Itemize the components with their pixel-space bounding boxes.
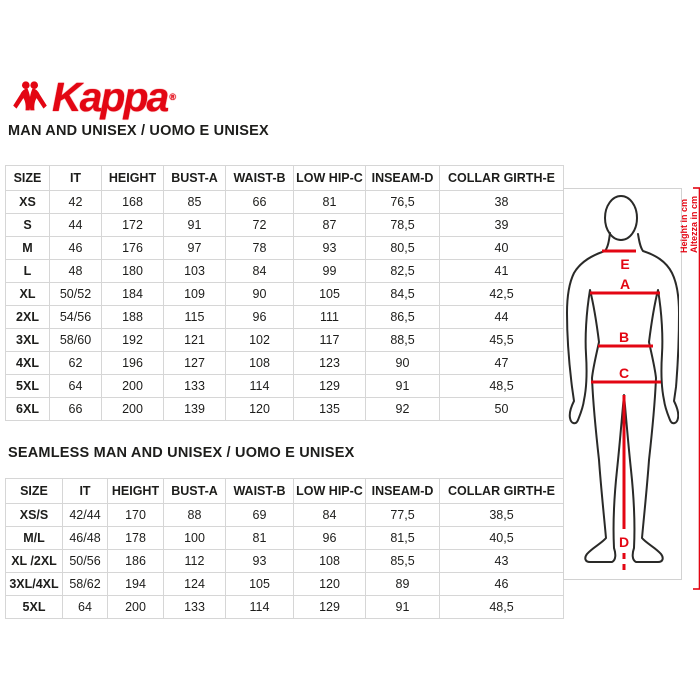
- bust-label: A: [619, 276, 631, 292]
- column-header: HEIGHT: [102, 166, 164, 191]
- measurement-cell: 66: [226, 191, 294, 214]
- size-cell: XL: [6, 283, 50, 306]
- size-cell: 4XL: [6, 352, 50, 375]
- table-header-row: [6, 166, 564, 191]
- table-row: [6, 596, 564, 619]
- measurement-cell: 100: [164, 527, 226, 550]
- measurement-cell: 93: [226, 550, 294, 573]
- measurement-cell: 97: [164, 237, 226, 260]
- measurement-cell: 117: [294, 329, 366, 352]
- column-header: SIZE: [6, 479, 63, 504]
- measurement-cell: 42/44: [63, 504, 108, 527]
- section-title-man-unisex: MAN AND UNISEX / UOMO E UNISEX: [8, 123, 269, 139]
- table-row: [6, 352, 564, 375]
- measurement-cell: 90: [226, 283, 294, 306]
- measurement-cell: 108: [294, 550, 366, 573]
- measurement-cell: 44: [440, 306, 564, 329]
- table-row: [6, 329, 564, 352]
- measurement-cell: 135: [294, 398, 366, 421]
- body-measurement-diagram: [563, 188, 682, 580]
- measurement-cell: 84: [294, 504, 366, 527]
- measurement-cell: 81: [294, 191, 366, 214]
- measurement-cell: 85: [164, 191, 226, 214]
- measurement-cell: 48,5: [440, 596, 564, 619]
- measurement-cell: 91: [164, 214, 226, 237]
- body-outline-figure: [564, 189, 679, 577]
- size-cell: 3XL: [6, 329, 50, 352]
- measurement-cell: 184: [102, 283, 164, 306]
- measurement-cell: 58/62: [63, 573, 108, 596]
- measurement-cell: 200: [102, 398, 164, 421]
- measurement-cell: 43: [440, 550, 564, 573]
- measurement-cell: 46: [50, 237, 102, 260]
- height-label-it: Altezza in cm: [689, 195, 699, 253]
- kappa-logo: [12, 72, 174, 120]
- table-row: [6, 573, 564, 596]
- table-row: [6, 375, 564, 398]
- measurement-cell: 81: [226, 527, 294, 550]
- measurement-cell: 86,5: [366, 306, 440, 329]
- table-row: [6, 398, 564, 421]
- measurement-cell: 93: [294, 237, 366, 260]
- measurement-cell: 112: [164, 550, 226, 573]
- table-row: [6, 260, 564, 283]
- measurement-cell: 96: [294, 527, 366, 550]
- size-cell: 2XL: [6, 306, 50, 329]
- size-cell: XL /2XL: [6, 550, 63, 573]
- measurement-cell: 115: [164, 306, 226, 329]
- size-cell: 3XL/4XL: [6, 573, 63, 596]
- measurement-cell: 82,5: [366, 260, 440, 283]
- measurement-cell: 123: [294, 352, 366, 375]
- section-title-seamless: SEAMLESS MAN AND UNISEX / UOMO E UNISEX: [8, 445, 355, 461]
- table-row: [6, 283, 564, 306]
- column-header: WAIST-B: [226, 166, 294, 191]
- measurement-cell: 48,5: [440, 375, 564, 398]
- collar-label: E: [620, 256, 630, 272]
- column-header: LOW HIP-C: [294, 166, 366, 191]
- measurement-cell: 133: [164, 375, 226, 398]
- table-header-row: [6, 479, 564, 504]
- size-table-man-unisex: [5, 165, 564, 421]
- measurement-cell: 88: [164, 504, 226, 527]
- hip-label: C: [618, 365, 630, 381]
- measurement-cell: 84: [226, 260, 294, 283]
- measurement-cell: 124: [164, 573, 226, 596]
- measurement-cell: 81,5: [366, 527, 440, 550]
- column-header: IT: [50, 166, 102, 191]
- size-cell: M: [6, 237, 50, 260]
- measurement-cell: 114: [226, 596, 294, 619]
- table-row: [6, 191, 564, 214]
- measurement-cell: 102: [226, 329, 294, 352]
- measurement-cell: 91: [366, 596, 440, 619]
- size-cell: XS/S: [6, 504, 63, 527]
- measurement-cell: 176: [102, 237, 164, 260]
- measurement-cell: 192: [102, 329, 164, 352]
- measurement-cell: 129: [294, 375, 366, 398]
- column-header: INSEAM-D: [366, 166, 440, 191]
- measurement-cell: 76,5: [366, 191, 440, 214]
- size-cell: 5XL: [6, 375, 50, 398]
- waist-label: B: [618, 329, 630, 345]
- measurement-cell: 38,5: [440, 504, 564, 527]
- measurement-cell: 90: [366, 352, 440, 375]
- measurement-cell: 180: [102, 260, 164, 283]
- measurement-cell: 196: [102, 352, 164, 375]
- measurement-cell: 200: [108, 596, 164, 619]
- column-header: IT: [63, 479, 108, 504]
- measurement-cell: 170: [108, 504, 164, 527]
- size-cell: L: [6, 260, 50, 283]
- measurement-cell: 96: [226, 306, 294, 329]
- measurement-cell: 188: [102, 306, 164, 329]
- measurement-cell: 50/56: [63, 550, 108, 573]
- measurement-cell: 78: [226, 237, 294, 260]
- measurement-cell: 46: [440, 573, 564, 596]
- column-header: LOW HIP-C: [294, 479, 366, 504]
- measurement-cell: 45,5: [440, 329, 564, 352]
- measurement-cell: 178: [108, 527, 164, 550]
- measurement-cell: 50/52: [50, 283, 102, 306]
- kappa-omini-icon: [12, 80, 48, 112]
- measurement-cell: 40: [440, 237, 564, 260]
- measurement-cell: 105: [226, 573, 294, 596]
- measurement-cell: 91: [366, 375, 440, 398]
- measurement-cell: 50: [440, 398, 564, 421]
- measurement-cell: 127: [164, 352, 226, 375]
- measurement-cell: 89: [366, 573, 440, 596]
- measurement-cell: 77,5: [366, 504, 440, 527]
- measurement-cell: 62: [50, 352, 102, 375]
- measurement-cell: 168: [102, 191, 164, 214]
- column-header: HEIGHT: [108, 479, 164, 504]
- measurement-cell: 64: [63, 596, 108, 619]
- measurement-cell: 139: [164, 398, 226, 421]
- measurement-cell: 114: [226, 375, 294, 398]
- measurement-cell: 78,5: [366, 214, 440, 237]
- measurement-cell: 47: [440, 352, 564, 375]
- size-cell: XS: [6, 191, 50, 214]
- measurement-cell: 48: [50, 260, 102, 283]
- measurement-cell: 44: [50, 214, 102, 237]
- measurement-cell: 194: [108, 573, 164, 596]
- measurement-cell: 64: [50, 375, 102, 398]
- measurement-cell: 72: [226, 214, 294, 237]
- table-row: [6, 504, 564, 527]
- size-cell: 6XL: [6, 398, 50, 421]
- measurement-cell: 39: [440, 214, 564, 237]
- kappa-wordmark: [52, 74, 174, 120]
- kappa-wordmark-text: Kappa: [52, 74, 168, 120]
- table-row: [6, 550, 564, 573]
- measurement-cell: 88,5: [366, 329, 440, 352]
- measurement-cell: 108: [226, 352, 294, 375]
- size-cell: S: [6, 214, 50, 237]
- measurement-cell: 121: [164, 329, 226, 352]
- measurement-cell: 87: [294, 214, 366, 237]
- measurement-cell: 120: [294, 573, 366, 596]
- measurement-cell: 84,5: [366, 283, 440, 306]
- table-row: [6, 527, 564, 550]
- table-row: [6, 214, 564, 237]
- registered-mark: ®: [169, 92, 174, 102]
- measurement-cell: 42,5: [440, 283, 564, 306]
- measurement-cell: 103: [164, 260, 226, 283]
- measurement-cell: 42: [50, 191, 102, 214]
- measurement-cell: 109: [164, 283, 226, 306]
- measurement-cell: 120: [226, 398, 294, 421]
- table-row: [6, 306, 564, 329]
- column-header: BUST-A: [164, 479, 226, 504]
- measurement-cell: 186: [108, 550, 164, 573]
- column-header: WAIST-B: [226, 479, 294, 504]
- column-header: SIZE: [6, 166, 50, 191]
- measurement-cell: 41: [440, 260, 564, 283]
- column-header: COLLAR GIRTH-E: [440, 479, 564, 504]
- measurement-cell: 99: [294, 260, 366, 283]
- measurement-cell: 85,5: [366, 550, 440, 573]
- measurement-cell: 200: [102, 375, 164, 398]
- measurement-cell: 105: [294, 283, 366, 306]
- measurement-cell: 46/48: [63, 527, 108, 550]
- measurement-cell: 66: [50, 398, 102, 421]
- table-row: [6, 237, 564, 260]
- measurement-cell: 133: [164, 596, 226, 619]
- height-label-en: Height in cm: [679, 198, 689, 253]
- measurement-cell: 111: [294, 306, 366, 329]
- measurement-cell: 172: [102, 214, 164, 237]
- measurement-cell: 69: [226, 504, 294, 527]
- inseam-label: D: [618, 534, 630, 550]
- size-cell: M/L: [6, 527, 63, 550]
- height-scale: [678, 185, 700, 597]
- measurement-cell: 38: [440, 191, 564, 214]
- measurement-cell: 40,5: [440, 527, 564, 550]
- measurement-cell: 129: [294, 596, 366, 619]
- size-table-seamless: [5, 478, 564, 619]
- column-header: COLLAR GIRTH-E: [440, 166, 564, 191]
- measurement-cell: 92: [366, 398, 440, 421]
- measurement-cell: 58/60: [50, 329, 102, 352]
- size-cell: 5XL: [6, 596, 63, 619]
- column-header: BUST-A: [164, 166, 226, 191]
- measurement-cell: 80,5: [366, 237, 440, 260]
- measurement-cell: 54/56: [50, 306, 102, 329]
- column-header: INSEAM-D: [366, 479, 440, 504]
